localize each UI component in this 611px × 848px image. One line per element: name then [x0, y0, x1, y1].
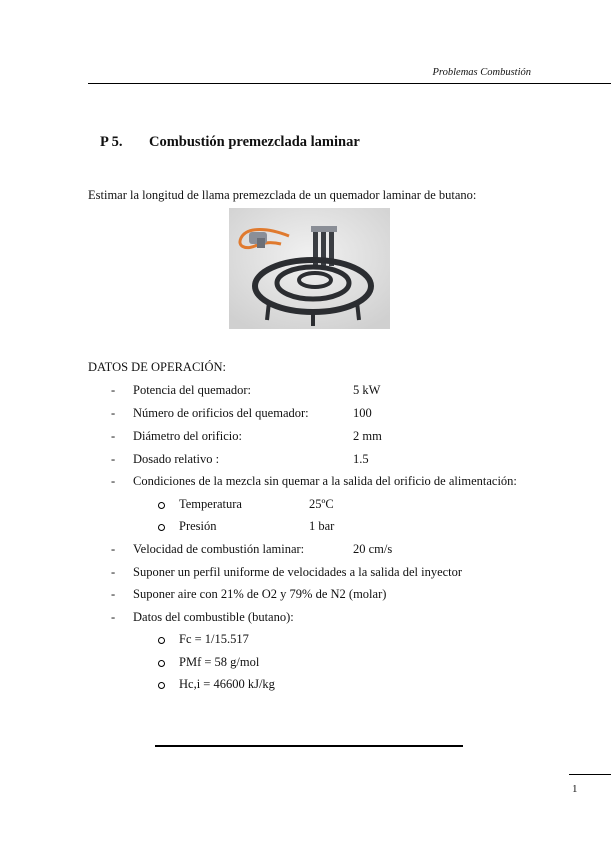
item-value: 20 cm/s: [353, 542, 393, 556]
problem-number: P 5.: [100, 134, 123, 150]
item-value: 5 kW: [353, 383, 381, 397]
item-label: Suponer aire con 21% de O2 y 79% de N2 (molar): [133, 587, 387, 601]
item-label: Potencia del quemador:: [133, 383, 252, 397]
circle-bullet-icon: [158, 637, 165, 644]
problem-heading: Combustión premezclada laminar: [149, 134, 360, 150]
item-value: 2 mm: [353, 429, 382, 443]
item-label: Número de orificios del quemador:: [133, 406, 309, 420]
page-number-rule: [569, 774, 611, 775]
sub-item-label: Temperatura: [179, 497, 242, 511]
dash-marker: -: [111, 429, 116, 443]
sub-item-value: 25ºC: [309, 497, 334, 511]
dash-marker: -: [111, 383, 116, 397]
dash-marker: -: [111, 587, 116, 601]
circle-bullet-icon: [158, 682, 165, 689]
problem-title: [100, 134, 360, 151]
page-number: 1: [572, 783, 578, 795]
header-rule: [88, 83, 611, 84]
running-header: Problemas Combustión: [432, 67, 531, 78]
burner-photo: [229, 208, 390, 329]
circle-bullet-icon: [158, 502, 165, 509]
item-value: 100: [353, 406, 372, 420]
dash-marker: -: [111, 542, 116, 556]
item-label: Dosado relativo :: [133, 452, 220, 466]
item-label: Datos del combustible (butano):: [133, 610, 294, 624]
dash-marker: -: [111, 610, 116, 624]
item-label: Condiciones de la mezcla sin quemar a la salida del orificio de alimentación:: [133, 474, 517, 488]
item-label: Diámetro del orificio:: [133, 429, 242, 443]
item-label: Velocidad de combustión laminar:: [133, 542, 305, 556]
dash-marker: -: [111, 565, 116, 579]
item-label: Suponer un perfil uniforme de velocidades a la salida del inyector: [133, 565, 463, 579]
sub-item-value: 1 bar: [309, 519, 335, 533]
footer-rule: [155, 745, 463, 747]
section-heading: DATOS DE OPERACIÓN:: [88, 360, 226, 374]
sub-item-label: Presión: [179, 519, 217, 533]
item-value: 1.5: [353, 452, 369, 466]
dash-marker: -: [111, 474, 116, 488]
sub-item-label: Hc,i = 46600 kJ/kg: [179, 677, 275, 691]
circle-bullet-icon: [158, 660, 165, 667]
intro-text: Estimar la longitud de llama premezclada de un quemador laminar de butano:: [88, 188, 477, 202]
dash-marker: -: [111, 452, 116, 466]
sub-item-label: Fc = 1/15.517: [179, 632, 249, 646]
sub-item-label: PMf = 58 g/mol: [179, 655, 260, 669]
dash-marker: -: [111, 406, 116, 420]
circle-bullet-icon: [158, 524, 165, 531]
